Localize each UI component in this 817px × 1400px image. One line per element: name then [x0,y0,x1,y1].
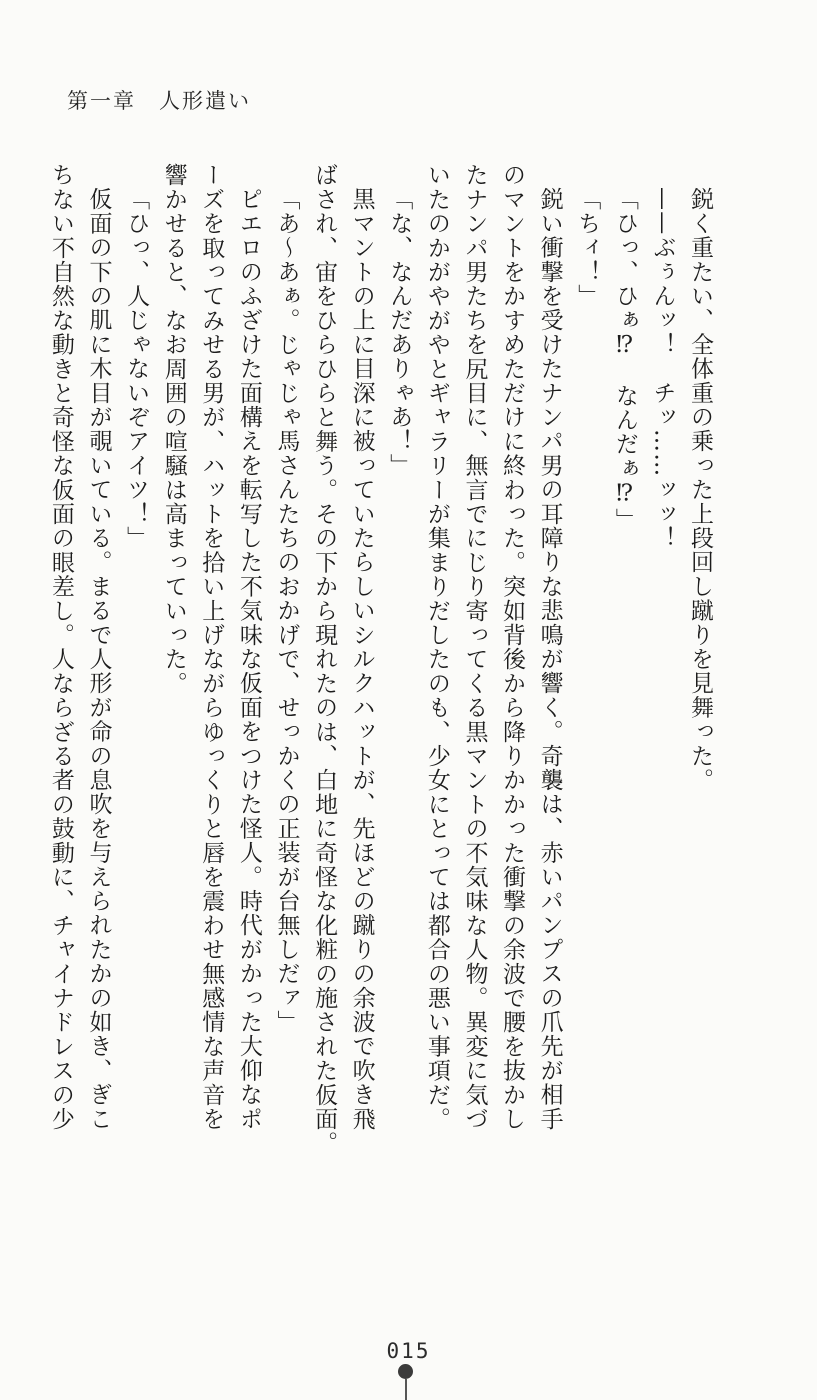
text-line: 仮面の下の肌に木目が覗いている。まるで人形が命の息吹を与えられたかの如き、ぎこ [85,187,112,1131]
text-line: ーズを取ってみせる男が、ハットを拾い上げながらゆっくりと唇を震わせ無感情な声音を [198,163,225,1131]
text-line: 「ひっ、人じゃないぞアイツ！」 [123,187,150,551]
text-line: ちない不自然な動きと奇怪な仮面の眼差し。人ならざる者の鼓動に、チャイナドレスの少 [47,163,74,1131]
text-line: ピエロのふざけた面構えを転写した不気味な仮面をつけた怪人。時代がかった大仰なポ [235,187,262,1131]
text-line: 鋭く重たい、全体重の乗った上段回し蹴りを見舞った。 [687,187,713,793]
text-line: 黒マントの上に目深に被っていたらしいシルクハットが、先ほどの蹴りの余波で吹き飛 [348,187,375,1131]
text-line: いたのかがやがやとギャラリーが集まりだしたのも、少女にとっては都合の悪い事項だ。 [423,163,450,1131]
text-line: 「ひっ、ひぁ⁉ なんだぁ⁉」 [611,187,638,532]
body-text [41,163,718,1156]
chapter-header: 第一章 人形遣い [67,89,251,113]
text-line: 「あ〜あぁ。じゃじゃ馬さんたちのおかげで、せっかくの正装が台無しだァ」 [273,187,300,1035]
footer-ornament-line [405,1379,407,1400]
footer-ornament-dot-icon [398,1364,413,1379]
page-number: 015 [386,1339,431,1363]
text-line: たナンパ男たちを尻目に、無言でにじり寄ってくる黒マントの不気味な人物。異変に気づ [461,163,488,1131]
text-line: 響かせると、なお周囲の喧騒は高まっていった。 [160,163,187,696]
text-line: 「ちィ！」 [574,187,601,309]
text-line: のマントをかすめただけに終わった。突如背後から降りかかった衝撃の余波で腰を抜かし [499,163,526,1131]
text-line: ——ぶぅんッ！ チッ……ッッ！ [649,187,676,551]
text-line: ばされ、宙をひらひらと舞う。その下から現れたのは、白地に奇怪な化粧の施された仮面。 [311,163,338,1156]
text-line: 「な、なんだありゃあ！」 [386,187,413,478]
text-line: 鋭い衝撃を受けたナンパ男の耳障りな悲鳴が響く。奇襲は、赤いパンプスの爪先が相手 [536,187,563,1131]
